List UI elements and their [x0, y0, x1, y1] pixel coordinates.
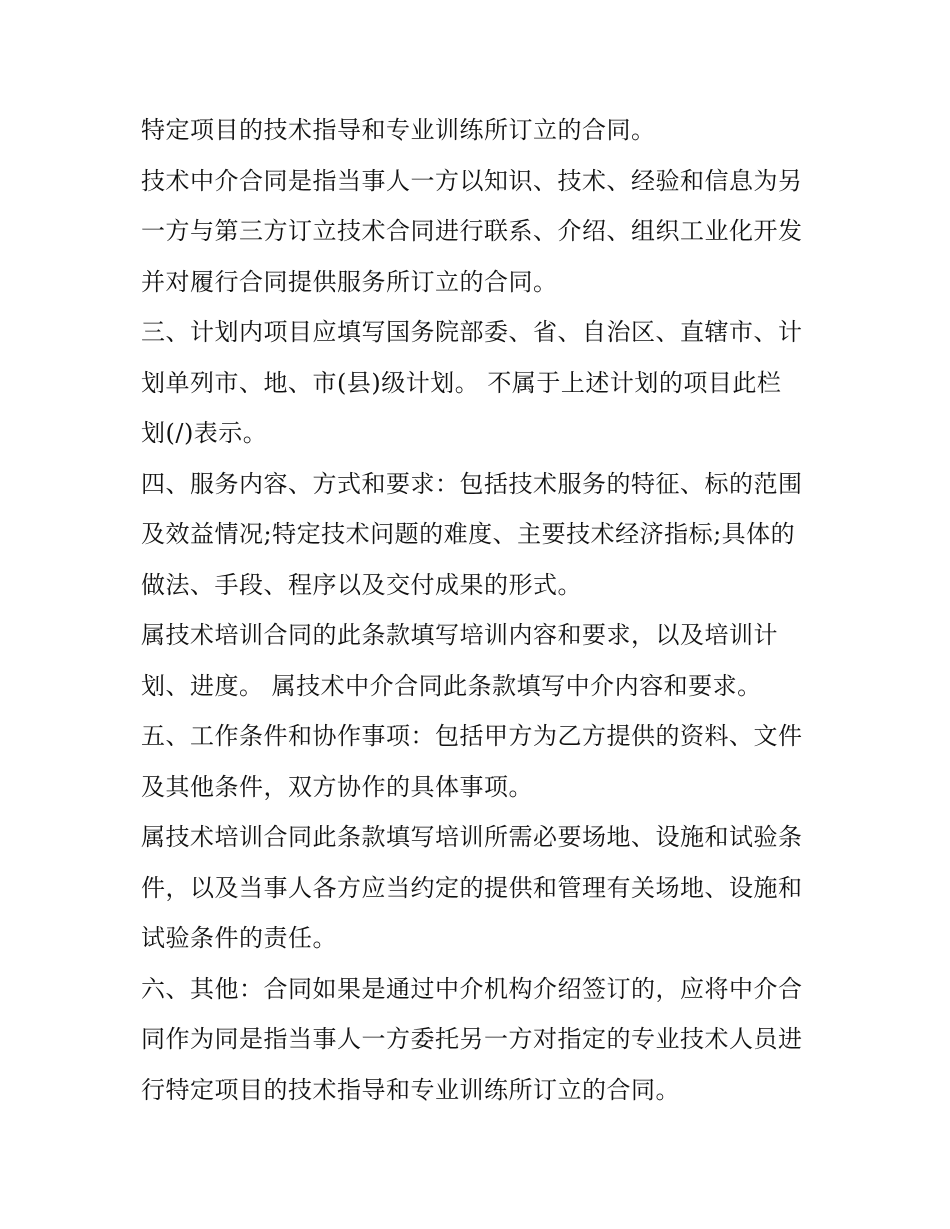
text-line: 同作为同是指当事人一方委托另一方对指定的专业技术人员进	[141, 1025, 803, 1053]
text-line: 并对履行合同提供服务所订立的合同。	[141, 267, 558, 296]
text-line: 划单列市、地、市(县)级计划。 不属于上述计划的项目此栏	[141, 368, 782, 397]
text-line: 及其他条件，双方协作的具体事项。	[141, 772, 533, 801]
text-line: 做法、手段、程序以及交付成果的形式。	[141, 570, 582, 599]
text-line: 六、其他：合同如果是通过中介机构介绍签订的，应将中介合	[141, 974, 803, 1003]
text-line: 属技术培训合同此条款填写培训所需必要场地、设施和试验条	[141, 823, 803, 851]
text-line: 行特定项目的技术指导和专业训练所订立的合同。	[141, 1075, 680, 1104]
text-line: 试验条件的责任。	[141, 924, 337, 952]
text-line: 划、进度。 属技术中介合同此条款填写中介内容和要求。	[141, 671, 762, 700]
text-line: 划(/)表示。	[141, 419, 268, 447]
text-line: 属技术培训合同的此条款填写培训内容和要求，以及培训计	[141, 621, 778, 649]
text-line: 四、服务内容、方式和要求：包括技术服务的特征、标的范围	[141, 469, 803, 498]
text-line: 技术中介合同是指当事人一方以知识、技术、经验和信息为另	[141, 166, 803, 195]
text-line: 及效益情况;特定技术问题的难度、主要技术经济指标;具体的	[141, 520, 796, 548]
text-line: 五、工作条件和协作事项：包括甲方为乙方提供的资料、文件	[141, 722, 803, 750]
text-line: 三、计划内项目应填写国务院部委、省、自治区、直辖市、计	[141, 318, 803, 346]
text-line: 特定项目的技术指导和专业训练所订立的合同。	[141, 116, 656, 144]
text-line: 一方与第三方订立技术合同进行联系、介绍、组织工业化开发	[141, 217, 803, 245]
text-line: 件，以及当事人各方应当约定的提供和管理有关场地、设施和	[141, 873, 803, 902]
document-body	[141, 105, 821, 1115]
